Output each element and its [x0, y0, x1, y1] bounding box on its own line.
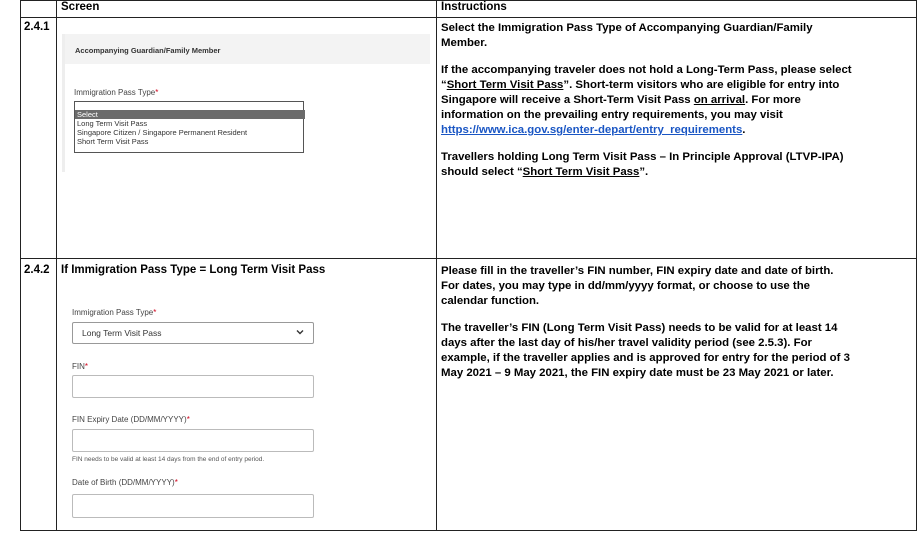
required-mark: * — [155, 88, 159, 97]
table-col-divider-1 — [56, 0, 57, 531]
quote-open: “ — [441, 79, 447, 91]
instr-text: days after the last day of his/her travel validity period (see 2.5.3). For — [441, 337, 812, 349]
fin-validity-hint: FIN needs to be valid at least 14 days from the end of entry period. — [72, 456, 265, 463]
card-title: Accompanying Guardian/Family Member — [75, 46, 221, 55]
instr-text-end: . — [742, 124, 746, 136]
fin-expiry-label-text: FIN Expiry Date (DD/MM/YYYY) — [72, 415, 187, 424]
instr-text — [441, 78, 839, 94]
fin-label — [72, 362, 88, 371]
required-mark: * — [84, 362, 89, 371]
short-term-visit-pass-ref: Short Term Visit Pass — [446, 79, 564, 91]
dob-label-text: Date of Birth (DD/MM/YYYY) — [72, 478, 175, 487]
instr-text — [441, 93, 801, 109]
instr-text-a: Singapore will receive a Short-Term Visit Pass — [441, 94, 694, 106]
table-row-divider — [20, 258, 917, 259]
instr-text: Travellers holding Long Term Visit Pass – In Principle Approval (LTVP-IPA) — [441, 151, 844, 163]
card-header — [64, 34, 430, 64]
option-short-term-visit-pass[interactable]: Short Term Visit Pass — [77, 137, 149, 146]
instr-text-rest: ”. Short-term visitors who are eligible for entry into — [563, 79, 840, 91]
pass-type-label — [74, 88, 158, 97]
required-mark: * — [174, 478, 178, 487]
table-header-divider — [20, 17, 917, 18]
chevron-down-icon — [295, 327, 305, 337]
card-left-edge — [62, 34, 65, 172]
fin-input[interactable] — [72, 375, 314, 398]
instr-text: Please fill in the traveller’s FIN number, FIN expiry date and date of birth. — [441, 265, 834, 277]
table-border-right — [916, 0, 917, 531]
instr-text: calendar function. — [441, 295, 540, 307]
instr-text — [441, 165, 648, 181]
instr-text-b: ”. — [639, 166, 649, 178]
pass-type-select[interactable] — [72, 322, 314, 344]
date-of-birth-input[interactable] — [72, 494, 314, 518]
instr-text — [441, 123, 745, 139]
dob-label — [72, 478, 178, 487]
pass-type-listbox[interactable] — [74, 101, 304, 153]
fin-expiry-date-input[interactable] — [72, 429, 314, 452]
table-border-left — [20, 0, 21, 531]
condition-heading: If Immigration Pass Type = Long Term Visit Pass — [61, 264, 326, 276]
instr-text-a: should select “ — [441, 166, 523, 178]
fin-label-text: FIN — [72, 362, 85, 371]
instr-text: example, if the traveller applies and is approved for entry for the period of 3 — [441, 352, 850, 364]
pass-type-label-text: Immigration Pass Type — [74, 88, 156, 97]
row-number: 2.4.1 — [24, 21, 50, 33]
instr-text: For dates, you may type in dd/mm/yyyy format, or choose to use the — [441, 280, 811, 292]
instr-text: The traveller’s FIN (Long Term Visit Pass) needs to be valid for at least 14 — [441, 322, 838, 334]
table-col-divider-2 — [436, 0, 437, 531]
header-screen: Screen — [61, 1, 100, 13]
pass-type-label-text: Immigration Pass Type — [72, 308, 154, 317]
header-instructions: Instructions — [441, 1, 507, 13]
instr-text: Member. — [441, 37, 488, 49]
instr-text: If the accompanying traveler does not hold a Long-Term Pass, please select — [441, 64, 852, 76]
table-border-bottom — [20, 530, 917, 531]
instr-text: May 2021 – 9 May 2021, the FIN expiry date must be 23 May 2021 or later. — [441, 367, 834, 379]
option-select[interactable]: Select — [75, 110, 305, 119]
fin-expiry-label — [72, 415, 190, 424]
option-long-term-visit-pass[interactable]: Long Term Visit Pass — [77, 119, 148, 128]
on-arrival-ref: on arrival — [693, 94, 746, 106]
required-mark: * — [186, 415, 190, 424]
short-term-visit-pass-ref: Short Term Visit Pass — [522, 166, 640, 178]
pass-type-label — [72, 308, 156, 317]
option-citizen-pr[interactable]: Singapore Citizen / Singapore Permanent Resident — [77, 128, 248, 137]
instr-text: Select the Immigration Pass Type of Accompanying Guardian/Family — [441, 22, 813, 34]
pass-type-selected-value: Long Term Visit Pass — [82, 328, 162, 338]
row-number: 2.4.2 — [24, 264, 50, 276]
required-mark: * — [153, 308, 157, 317]
instr-text: information on the prevailing entry requirements, you may visit — [441, 109, 783, 121]
instr-text-b: . For more — [745, 94, 801, 106]
ica-entry-requirements-link[interactable]: https://www.ica.gov.sg/enter-depart/entry_requirements — [441, 124, 743, 136]
